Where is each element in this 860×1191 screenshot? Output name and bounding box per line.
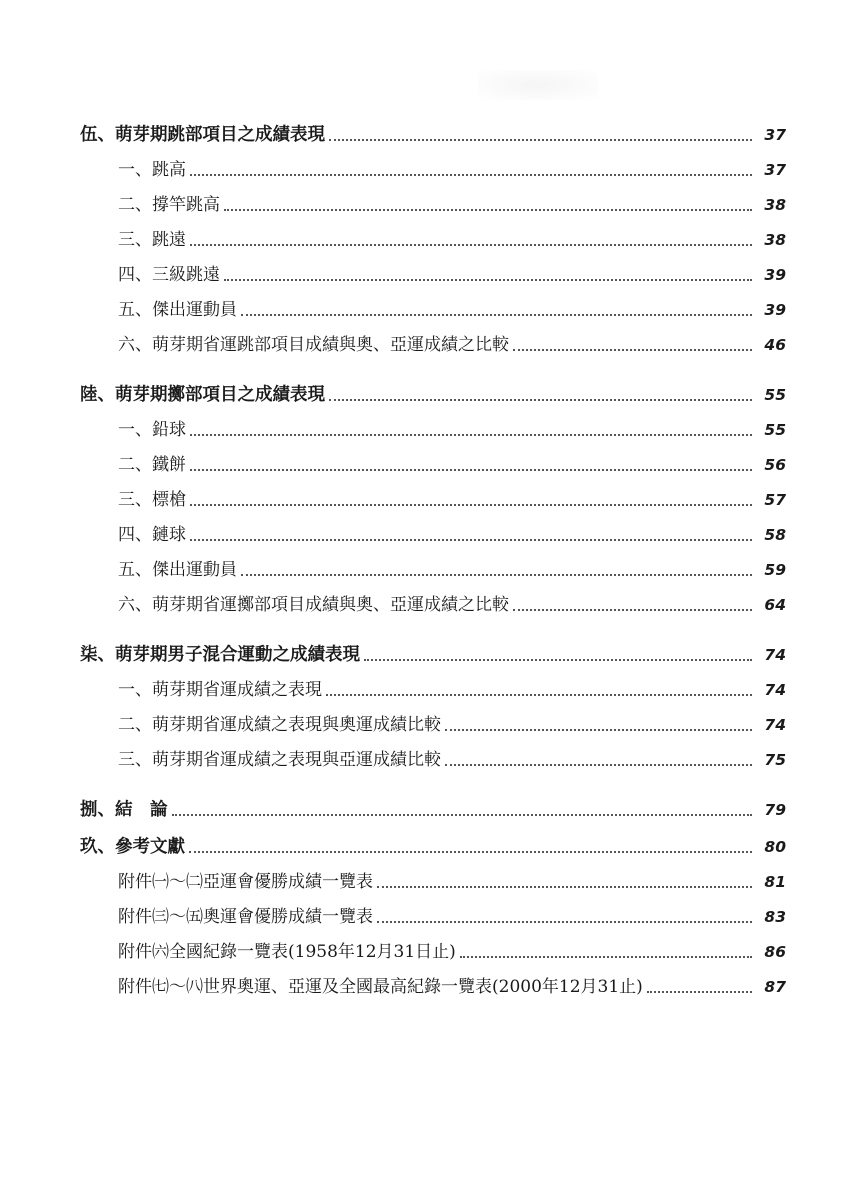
- toc-page-number: 55: [764, 386, 786, 404]
- dot-leader: [329, 399, 752, 401]
- toc-entry-title: 四、鏈球: [118, 525, 186, 545]
- dot-leader: [445, 729, 752, 731]
- toc-page-number: 74: [764, 716, 786, 734]
- dot-leader: [172, 814, 753, 816]
- toc-entry-title: 三、標槍: [118, 490, 186, 510]
- bleed-through-mark: [478, 70, 598, 100]
- toc-entry-title: 一、跳高: [118, 160, 186, 180]
- dot-leader: [377, 886, 752, 888]
- toc-entry-title: 二、鐵餅: [118, 455, 186, 475]
- dot-leader: [224, 209, 752, 211]
- toc-entry-title: 一、鉛球: [118, 420, 186, 440]
- toc-entry-title: 五、傑出運動員: [118, 560, 237, 580]
- toc-entry-title: 附件㈥全國紀錄一覽表(1958年12月31日止): [118, 942, 456, 962]
- toc-entry-sub[interactable]: [80, 702, 786, 737]
- dot-leader: [513, 349, 752, 351]
- toc-entry-sub[interactable]: [80, 322, 786, 357]
- dot-leader: [190, 434, 752, 436]
- toc-entry-sub[interactable]: [80, 407, 786, 442]
- toc-page-number: 87: [764, 978, 786, 996]
- dot-leader: [190, 244, 752, 246]
- toc-page-number: 56: [764, 456, 786, 474]
- dot-leader: [445, 764, 752, 766]
- toc-entry-sub[interactable]: [80, 252, 786, 287]
- toc-page-number: 39: [764, 301, 786, 319]
- dot-leader: [329, 139, 752, 141]
- toc-entry-appendix[interactable]: [80, 964, 786, 999]
- toc-entry-title: 六、萌芽期省運跳部項目成績與奧、亞運成績之比較: [118, 335, 509, 355]
- toc-page-number: 79: [764, 801, 786, 819]
- toc-entry-title: 三、跳遠: [118, 230, 186, 250]
- dot-leader: [190, 539, 752, 541]
- dot-leader: [190, 174, 752, 176]
- toc-entry-appendix[interactable]: [80, 859, 786, 894]
- toc-entry-major[interactable]: [80, 785, 786, 822]
- dot-leader: [377, 921, 752, 923]
- dot-leader: [513, 609, 752, 611]
- toc-entry-title: 陸、萌芽期擲部項目之成績表現: [80, 385, 325, 405]
- toc-page-number: 74: [764, 681, 786, 699]
- dot-leader: [190, 469, 752, 471]
- toc-page-number: 58: [764, 526, 786, 544]
- toc-page-number: 46: [764, 336, 786, 354]
- toc-page-number: 81: [764, 873, 786, 891]
- toc-entry-sub[interactable]: [80, 442, 786, 477]
- toc-entry-title: 一、萌芽期省運成績之表現: [118, 680, 322, 700]
- toc-entry-title: 六、萌芽期省運擲部項目成績與奧、亞運成績之比較: [118, 595, 509, 615]
- toc-page-number: 38: [764, 231, 786, 249]
- toc-entry-title: 玖、參考文獻: [80, 837, 185, 857]
- toc-page-number: 75: [764, 751, 786, 769]
- toc-page-number: 83: [764, 908, 786, 926]
- dot-leader: [224, 279, 752, 281]
- toc-entry-sub[interactable]: [80, 547, 786, 582]
- dot-leader: [241, 314, 752, 316]
- toc-page-number: 86: [764, 943, 786, 961]
- dot-leader: [647, 991, 752, 993]
- dot-leader: [189, 851, 752, 853]
- toc-entry-title: 伍、萌芽期跳部項目之成績表現: [80, 125, 325, 145]
- toc-page-number: 38: [764, 196, 786, 214]
- toc-entry-major[interactable]: [80, 822, 786, 859]
- toc-entry-sub[interactable]: [80, 512, 786, 547]
- toc-entry-sub[interactable]: [80, 182, 786, 217]
- toc-entry-appendix[interactable]: [80, 929, 786, 964]
- table-of-contents: [80, 110, 786, 999]
- toc-entry-title: 附件㈠～㈡亞運會優勝成績一覽表: [118, 872, 373, 892]
- dot-leader: [190, 504, 752, 506]
- toc-page-number: 74: [764, 646, 786, 664]
- dot-leader: [326, 694, 752, 696]
- toc-entry-title: 二、撐竿跳高: [118, 195, 220, 215]
- toc-page-number: 80: [764, 838, 786, 856]
- toc-entry-sub[interactable]: [80, 217, 786, 252]
- toc-page-number: 37: [764, 161, 786, 179]
- toc-page-number: 37: [764, 126, 786, 144]
- toc-entry-sub[interactable]: [80, 737, 786, 772]
- toc-entry-title: 三、萌芽期省運成績之表現與亞運成績比較: [118, 750, 441, 770]
- toc-entry-title: 柒、萌芽期男子混合運動之成績表現: [80, 645, 360, 665]
- toc-entry-sub[interactable]: [80, 477, 786, 512]
- toc-entry-title: 四、三級跳遠: [118, 265, 220, 285]
- toc-entry-major[interactable]: [80, 370, 786, 407]
- toc-entry-sub[interactable]: [80, 667, 786, 702]
- toc-entry-major[interactable]: [80, 110, 786, 147]
- toc-entry-title: 五、傑出運動員: [118, 300, 237, 320]
- toc-entry-title: 捌、結 論: [80, 800, 168, 820]
- toc-entry-sub[interactable]: [80, 147, 786, 182]
- dot-leader: [460, 956, 752, 958]
- toc-page-number: 57: [764, 491, 786, 509]
- toc-entry-major[interactable]: [80, 630, 786, 667]
- toc-entry-sub[interactable]: [80, 287, 786, 322]
- dot-leader: [241, 574, 752, 576]
- toc-page-number: 59: [764, 561, 786, 579]
- toc-page-number: 64: [764, 596, 786, 614]
- toc-entry-title: 二、萌芽期省運成績之表現與奧運成績比較: [118, 715, 441, 735]
- toc-entry-appendix[interactable]: [80, 894, 786, 929]
- toc-page-number: 55: [764, 421, 786, 439]
- toc-entry-sub[interactable]: [80, 582, 786, 617]
- dot-leader: [364, 659, 752, 661]
- toc-entry-title: 附件㈦～㈧世界奧運、亞運及全國最高紀錄一覽表(2000年12月31止): [118, 977, 643, 997]
- toc-page-number: 39: [764, 266, 786, 284]
- toc-entry-title: 附件㈢～㈤奧運會優勝成績一覽表: [118, 907, 373, 927]
